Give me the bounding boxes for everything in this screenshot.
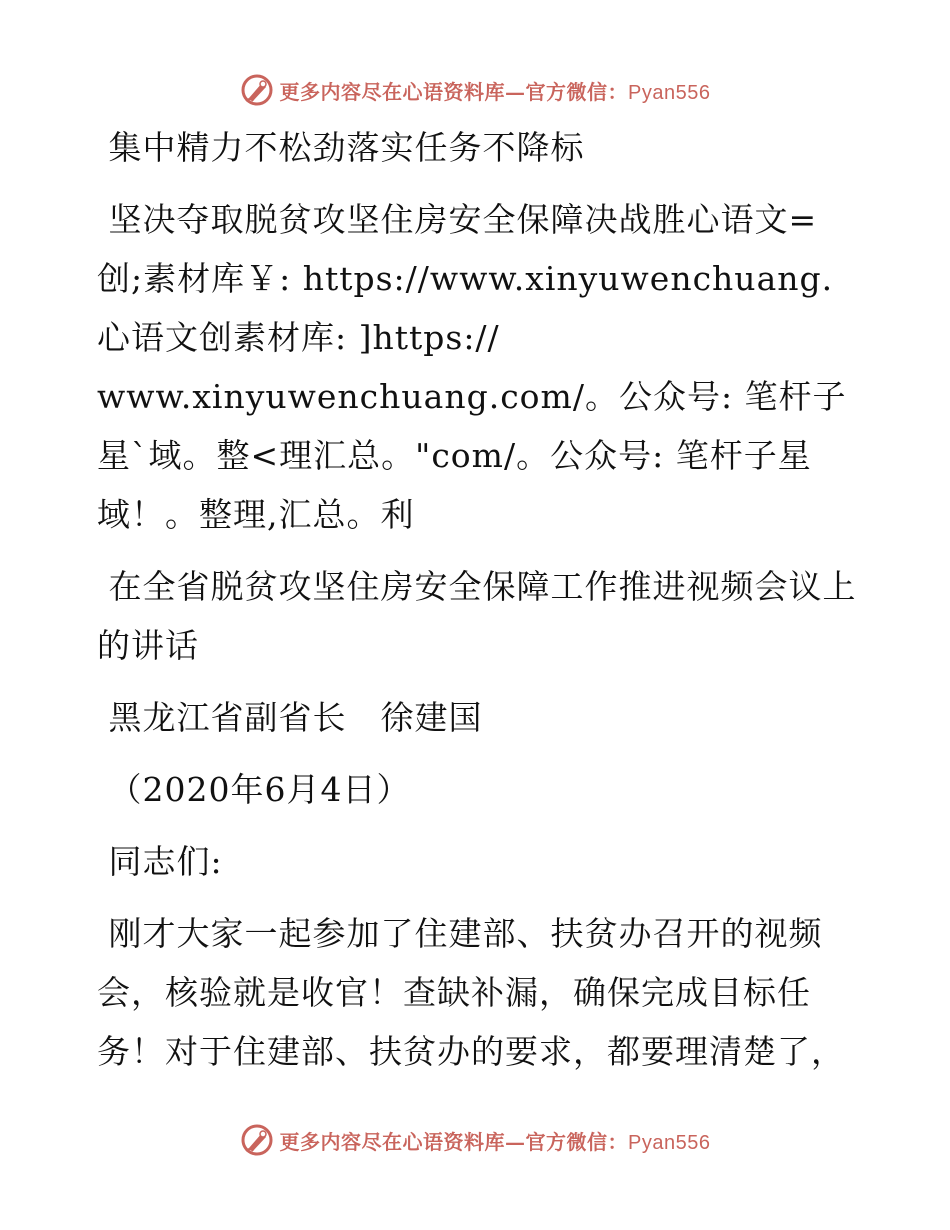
speech-date: （2020年6月4日） <box>97 770 411 809</box>
subtitle-with-watermark: 坚决夺取脱贫攻坚住房安全保障决战胜心语文=创;素材库￥: https://www.xinyuwenchuang.心语文创素材库: ]https:// www.xinyuwenchuang.com/。公众号: 笔杆子星`域。整<理汇总。"com/。公众号: 笔杆子星域！。整理,汇总。利 <box>97 200 847 534</box>
wechat-id: Pyan556 <box>628 1131 711 1154</box>
headline-slogan: 集中精力不松劲落实任务不降标 <box>97 128 585 167</box>
watermark-text: 更多内容尽在心语资料库—官方微信：Pyan556 <box>279 79 711 104</box>
footer-watermark-banner <box>0 1120 950 1160</box>
body-paragraph: 刚才大家一起参加了住建部、扶贫办召开的视频会，核验就是收官！查缺补漏，确保完成目标任务！对于住建部、扶贫办的要求，都要理清楚了， <box>97 914 845 1071</box>
speaker-line: 黑龙江省副省长 徐建国 <box>97 698 483 737</box>
salutation: 同志们: <box>97 842 223 881</box>
pen-logo-icon <box>240 73 274 107</box>
document-body <box>97 118 857 1094</box>
wechat-id: Pyan556 <box>628 81 711 104</box>
watermark-text: 更多内容尽在心语资料库—官方微信：Pyan556 <box>279 1129 711 1154</box>
pen-logo-icon <box>240 1123 274 1157</box>
speech-title: 在全省脱贫攻坚住房安全保障工作推进视频会议上的讲话 <box>97 567 857 665</box>
header-watermark-banner <box>0 70 950 110</box>
